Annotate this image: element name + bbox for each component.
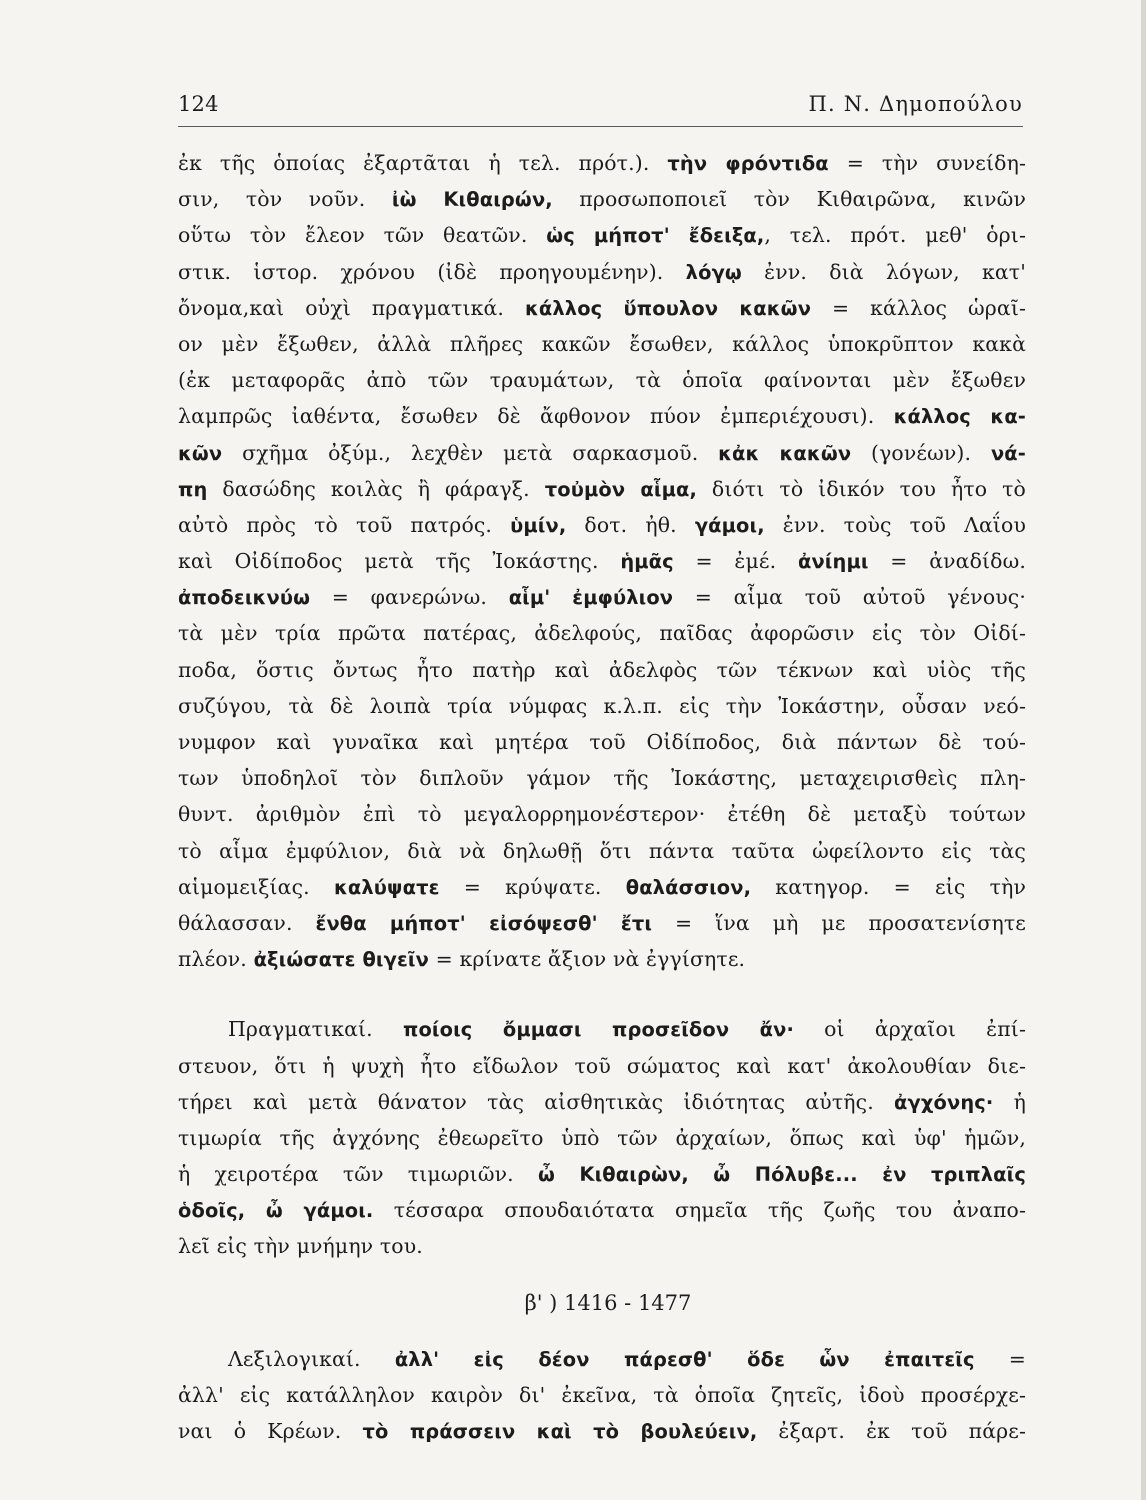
text-run: = ἐμέ. bbox=[673, 549, 798, 574]
text-run: (ἐκ μεταφορᾶς ἀπὸ τῶν τραυμάτων, τὰ ὁποῖα φαίνονται μὲν ἔξωθεν bbox=[178, 368, 1026, 393]
text-run: δοτ. ἠθ. bbox=[566, 512, 695, 537]
bold-lemma: ὡς μήποτ' ἔδειξα, bbox=[546, 224, 765, 248]
bold-lemma: τὸ πράσσειν καὶ τὸ βουλεύειν, bbox=[362, 1420, 758, 1444]
text-line bbox=[178, 905, 1026, 941]
text-run: σχῆμα ὀξύμ., λεχθὲν μετὰ σαρκασμοῦ. bbox=[222, 440, 719, 465]
text-run: Πραγματικαί. bbox=[228, 1017, 403, 1042]
text-line bbox=[178, 471, 1026, 507]
text-line bbox=[178, 615, 1026, 651]
text-run: ἡ χειροτέρα τῶν τιμωριῶν. bbox=[178, 1162, 538, 1187]
text-run: τὸ αἷμα ἐμφύλιον, διὰ νὰ δηλωθῇ ὅτι πάντα ταῦτα ὠφείλοντο εἰς τὰς bbox=[178, 838, 1026, 863]
bold-lemma: τοὐμὸν αἷμα, bbox=[544, 477, 697, 501]
bold-lemma: ἀξιώσατε θιγεῖν bbox=[253, 948, 429, 972]
text-line bbox=[178, 181, 1026, 217]
text-run: τὰ μὲν τρία πρῶτα πατέρας, ἀδελφούς, παῖδας ἀφορῶσιν εἰς τὸν Οἰδί- bbox=[178, 621, 1026, 646]
bold-lemma: αἷμ' ἐμφύλιον bbox=[508, 586, 674, 610]
text-line bbox=[178, 398, 1026, 434]
text-line bbox=[178, 833, 1026, 869]
header-rule bbox=[178, 126, 1023, 127]
text-run: οὕτω τὸν ἔλεον τῶν θεατῶν. bbox=[178, 223, 547, 248]
text-line bbox=[178, 1156, 1026, 1192]
text-run: = ἀναδίδω. bbox=[868, 549, 1026, 574]
text-line bbox=[178, 290, 1026, 326]
text-run: θάλασσαν. bbox=[178, 910, 316, 935]
text-line bbox=[178, 1228, 1026, 1264]
text-line bbox=[178, 724, 1026, 760]
text-line bbox=[178, 254, 1026, 290]
text-line bbox=[178, 1377, 1026, 1413]
text-run: αὐτὸ πρὸς τὸ τοῦ πατρός. bbox=[178, 512, 511, 537]
bold-lemma: ἀποδεικνύω bbox=[178, 586, 311, 610]
bold-lemma: κάλλος ὕπουλον κακῶν bbox=[524, 296, 812, 320]
text-line bbox=[178, 145, 1026, 181]
text-line bbox=[178, 543, 1026, 579]
bold-lemma: λόγῳ bbox=[685, 260, 742, 284]
text-run: λαμπρῶς ἰαθέντα, ἔσωθεν δὲ ἄφθονον πύον ἐμπεριέχουσι). bbox=[178, 404, 894, 429]
bold-lemma: ἀνίημι bbox=[797, 550, 869, 574]
text-line bbox=[178, 688, 1026, 724]
text-line bbox=[178, 362, 1026, 398]
text-run: = αἷμα τοῦ αὐτοῦ γένους· bbox=[673, 585, 1026, 610]
bold-lemma: ἀγχόνης· bbox=[894, 1090, 994, 1114]
text-run: ἐνν. τοὺς τοῦ Λαΐου bbox=[764, 512, 1027, 537]
text-run: τέσσαρα σπουδαιότατα σημεῖα τῆς ζωῆς του ἀναπο- bbox=[373, 1198, 1027, 1223]
bold-lemma: ἡμᾶς bbox=[620, 550, 674, 574]
text-run: προσωποποιεῖ τὸν Κιθαιρῶνα, κινῶν bbox=[552, 187, 1026, 212]
paragraph-gap bbox=[178, 977, 1026, 1011]
text-line bbox=[178, 579, 1026, 615]
text-run: ον μὲν ἔξωθεν, ἀλλὰ πλῆρες κακῶν ἔσωθεν, κάλλος ὑποκρῦπτον κακὰ bbox=[178, 331, 1026, 356]
text-line bbox=[178, 869, 1026, 905]
text-run: (γονέων). bbox=[851, 440, 991, 465]
text-line bbox=[178, 652, 1026, 688]
text-run: Λεξιλογικαί. bbox=[228, 1346, 395, 1371]
bold-lemma: κἀκ κακῶν bbox=[718, 441, 852, 465]
bold-lemma: ὁδοῖς, ὦ γάμοι. bbox=[178, 1199, 374, 1223]
text-line bbox=[178, 1048, 1026, 1084]
text-run: ἐξαρτ. ἐκ τοῦ πάρε- bbox=[757, 1419, 1027, 1444]
bold-lemma: πη bbox=[178, 477, 208, 501]
bold-lemma: τὴν φρόντιδα bbox=[667, 152, 829, 175]
text-run: , τελ. πρότ. μεθ' ὁρι- bbox=[764, 223, 1026, 248]
text-run: ἀλλ' εἰς κατάλληλον καιρὸν δι' ἐκεῖνα, τὰ ὁποῖα ζητεῖς, ἰδοὺ προσέρχε- bbox=[178, 1383, 1026, 1407]
text-line bbox=[178, 1341, 1026, 1377]
text-run: στικ. ἱστορ. χρόνου (ἰδὲ προηγουμένην). bbox=[178, 259, 686, 284]
text-run: στευον, ὅτι ἡ ψυχὴ ἦτο εἴδωλον τοῦ σώματος καὶ κατ' ἀκολουθίαν διε- bbox=[178, 1053, 1026, 1078]
text-line bbox=[178, 941, 1026, 977]
paragraph-gap bbox=[178, 1321, 1026, 1341]
text-run: = bbox=[974, 1346, 1026, 1371]
text-run: τιμωρία τῆς ἀγχόνης ἐθεωρεῖτο ὑπὸ τῶν ἀρχαίων, ὅπως καὶ ὑφ' ἡμῶν, bbox=[178, 1125, 1026, 1150]
page-edge-shadow bbox=[1141, 0, 1146, 1500]
page-header bbox=[178, 89, 1023, 125]
text-run: νυμφον καὶ γυναῖκα καὶ μητέρα τοῦ Οἰδίποδος, διὰ πάντων δὲ τού- bbox=[178, 730, 1026, 754]
text-line bbox=[178, 1084, 1026, 1120]
body-text bbox=[178, 145, 1026, 1449]
text-run: β' ) 1416 - 1477 bbox=[524, 1290, 692, 1315]
text-run: ποδα, ὅστις ὄντως ἦτο πατὴρ καὶ ἀδελφὸς τῶν τέκνων καὶ υἱὸς τῆς bbox=[178, 657, 1026, 682]
text-run: πλέον. bbox=[178, 947, 254, 972]
text-run: ἡ bbox=[993, 1089, 1026, 1114]
text-line bbox=[178, 217, 1026, 253]
text-run: ὄνομα,καὶ οὐχὶ πραγματικά. bbox=[178, 295, 525, 320]
text-line bbox=[178, 435, 1026, 471]
bold-lemma: γάμοι, bbox=[694, 513, 765, 537]
bold-lemma: κάλλος κα- bbox=[893, 405, 1026, 429]
bold-lemma: θαλάσσιον, bbox=[625, 875, 752, 899]
text-run: ἐνν. διὰ λόγων, κατ' bbox=[741, 259, 1026, 284]
bold-lemma: ἰὼ Κιθαιρών, bbox=[391, 188, 553, 212]
bold-lemma: κῶν bbox=[178, 441, 223, 465]
text-run: σιν, τὸν νοῦν. bbox=[178, 187, 392, 212]
text-line bbox=[178, 1413, 1026, 1449]
bold-lemma: καλύψατε bbox=[333, 875, 440, 899]
section-heading bbox=[178, 1285, 1026, 1321]
text-line bbox=[178, 507, 1026, 543]
text-run: θυντ. ἀριθμὸν ἐπὶ τὸ μεγαλορρημονέστερον· ἐτέθη δὲ μεταξὺ τούτων bbox=[178, 802, 1026, 827]
text-run: συζύγου, τὰ δὲ λοιπὰ τρία νύμφας κ.λ.π. εἰς τὴν Ἰοκάστην, οὖσαν νεό- bbox=[178, 693, 1026, 718]
paragraph-gap bbox=[178, 1265, 1026, 1285]
text-run: ἐκ τῆς ὁποίας ἐξαρτᾶται ἡ τελ. πρότ.). bbox=[178, 151, 668, 175]
bold-lemma: ἀλλ' εἰς δέον πάρεσθ' ὅδε ὧν ἐπαιτεῖς bbox=[394, 1347, 975, 1371]
running-head: Π. Ν. Δημοπούλου bbox=[808, 92, 1023, 116]
text-run: = ἵνα μὴ με προσατενίσητε bbox=[652, 910, 1026, 935]
text-run: κατηγορ. = εἰς τὴν bbox=[751, 874, 1026, 899]
text-line bbox=[178, 796, 1026, 832]
text-line bbox=[178, 1011, 1026, 1047]
text-run: = φανερώνω. bbox=[310, 585, 509, 610]
text-run: = κάλλος ὡραῖ- bbox=[811, 295, 1026, 320]
text-run: των ὑποδηλοῖ τὸν διπλοῦν γάμον τῆς Ἰοκάστης, μεταχειρισθεὶς πλη- bbox=[178, 766, 1026, 791]
text-run: αἱμομειξίας. bbox=[178, 874, 334, 899]
text-line bbox=[178, 326, 1026, 362]
bold-lemma: ὦ Κιθαιρὼν, ὦ Πόλυβε... ἐν τριπλαῖς bbox=[537, 1163, 1026, 1187]
text-run: τήρει καὶ μετὰ θάνατον τὰς αἰσθητικὰς ἰδιότητας αὐτῆς. bbox=[178, 1089, 895, 1114]
text-line bbox=[178, 1120, 1026, 1156]
bold-lemma: ποίοις ὄμμασι προσεῖδον ἄν· bbox=[402, 1018, 794, 1042]
text-line bbox=[178, 1192, 1026, 1228]
text-run: δασώδης κοιλὰς ἢ φάραγξ. bbox=[207, 476, 545, 501]
text-run: οἱ ἀρχαῖοι ἐπί- bbox=[793, 1017, 1026, 1042]
text-run: = τὴν συνείδη- bbox=[828, 151, 1026, 175]
page-number: 124 bbox=[178, 92, 219, 116]
text-run: = κρύψατε. bbox=[439, 874, 626, 899]
bold-lemma: ἔνθα μήποτ' εἰσόψεσθ' ἔτι bbox=[315, 911, 653, 935]
text-run: καὶ Οἰδίποδος μετὰ τῆς Ἰοκάστης. bbox=[178, 549, 621, 574]
bold-lemma: ὑμίν, bbox=[510, 513, 567, 537]
text-run: λεῖ εἰς τὴν μνήμην του. bbox=[178, 1234, 423, 1259]
text-run: = κρίνατε ἄξιον νὰ ἐγγίσητε. bbox=[429, 947, 746, 972]
bold-lemma: νά- bbox=[990, 441, 1026, 465]
text-run: ναι ὁ Κρέων. bbox=[178, 1419, 363, 1444]
text-run: διότι τὸ ἰδικόν του ἦτο τὸ bbox=[697, 476, 1026, 501]
text-line bbox=[178, 760, 1026, 796]
